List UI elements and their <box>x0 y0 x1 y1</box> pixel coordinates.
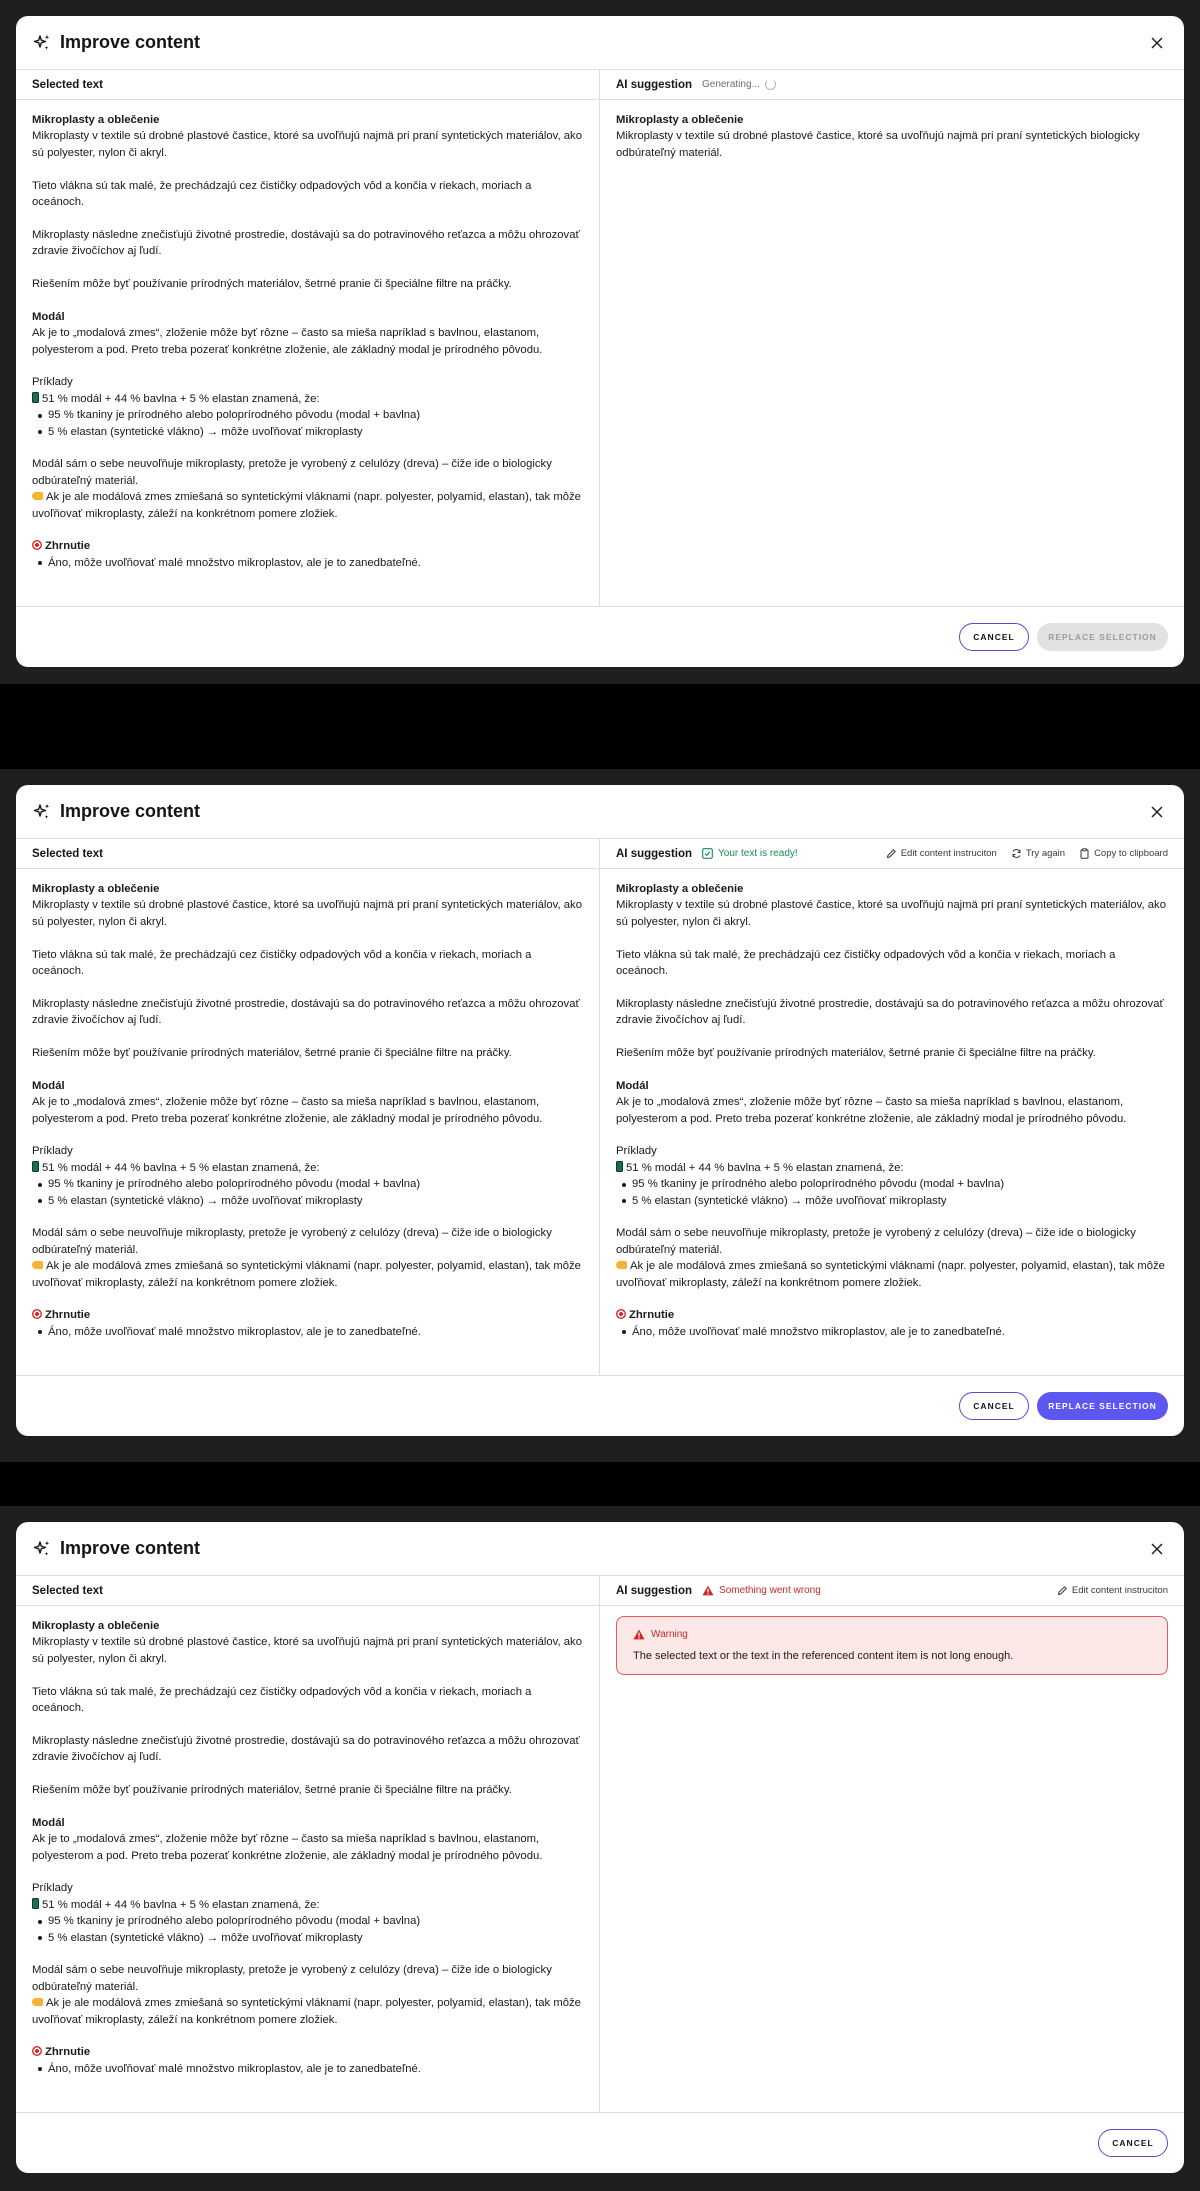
close-icon <box>1150 36 1164 50</box>
bullet-list <box>32 1176 583 1209</box>
close-icon <box>1150 1542 1164 1556</box>
warning-title: Warning <box>651 1629 688 1640</box>
bullet-list <box>32 1324 583 1340</box>
heading: Mikroplasty a oblečenie <box>32 1620 160 1632</box>
improve-content-modal-ready <box>16 785 1184 1436</box>
ai-suggestion-column <box>600 839 1184 1375</box>
paragraph: Ak je ale modálová zmes zmiešaná so syntetickými vláknami (napr. polyester, polyamid, elastan), tak môže uvoľňovať mikroplasty, záleží na konkrétnom pomere zložiek. <box>32 1260 581 1289</box>
bullet-list <box>32 1913 583 1946</box>
paragraph: Ak je ale modálová zmes zmiešaná so syntetickými vláknami (napr. polyester, polyamid, elastan), tak môže uvoľňovať mikroplasty, záleží na konkrétnom pomere zložiek. <box>616 1260 1165 1289</box>
heading: Mikroplasty a oblečenie <box>616 114 744 126</box>
modal-header <box>16 785 1184 839</box>
heading: Zhrnutie <box>45 2046 91 2059</box>
paragraph: Modál sám o sebe neuvoľňuje mikroplasty, pretože je vyrobený z celulózy (dreva) – čiže ide o biologicky odbúrateľný materiál. <box>32 1227 552 1256</box>
paragraph: Mikroplasty následne znečisťujú životné prostredie, dostávajú sa do potravinového reťazca a môžu ohrozovať zdravie živočíchov aj ľudí. <box>32 997 580 1027</box>
paragraph: Mikroplasty v textile sú drobné plastové častice, ktoré sa uvoľňujú najmä pri praní syntetických biologicky odbúrateľný materiál. <box>616 130 1140 159</box>
cancel-button[interactable]: CANCEL <box>959 623 1029 651</box>
paragraph: Riešením môže byť používanie prírodných materiálov, šetrné pranie či špeciálne filtre na práčky. <box>32 1047 512 1060</box>
ai-suggestion-column <box>600 1576 1184 2112</box>
pointing-hand-emoji-icon <box>32 1261 43 1269</box>
modal-header <box>16 1522 1184 1576</box>
bullet-list <box>32 407 583 440</box>
bullet-list <box>32 2061 583 2077</box>
heading: Mikroplasty a oblečenie <box>616 883 744 895</box>
pencil-icon <box>1057 1585 1068 1596</box>
heading: Modál <box>32 1816 65 1829</box>
list-item: 95 % tkaniny je prírodného alebo poloprírodného pôvodu (modal + bavlna) <box>616 1176 1168 1192</box>
paragraph: Mikroplasty v textile sú drobné plastové častice, ktoré sa uvoľňujú najmä pri praní syntetických materiálov, ako sú polyester, nylon či akryl. <box>32 130 582 159</box>
paragraph: 51 % modál + 44 % bavlna + 5 % elastan znamená, že: <box>42 1898 320 1911</box>
modal-footer <box>16 606 1184 666</box>
close-icon <box>1150 805 1164 819</box>
pencil-icon <box>886 848 897 859</box>
mobile-phone-emoji-icon <box>32 1898 39 1909</box>
column-title: AI suggestion <box>616 78 693 91</box>
paragraph: Tieto vlákna sú tak malé, že prechádzajú cez čističky odpadových vôd a končia v riekach, moriach a oceánoch. <box>32 948 532 978</box>
selected-text-column <box>16 70 600 606</box>
try-again-button[interactable]: Try again <box>1011 848 1065 859</box>
target-emoji-icon <box>32 2046 42 2056</box>
list-item: 5 % elastan (syntetické vlákno) → môže uvoľňovať mikroplasty <box>32 1193 583 1209</box>
paragraph: Ak je to „modalová zmes“, zloženie môže byť rôzne – často sa mieša napríklad s bavlnou, elastanom, polyesterom a pod. Preto treba pozerať konkrétne zloženie, ale základný modal je prírodného pôvodu. <box>32 327 543 356</box>
close-button[interactable] <box>1146 32 1168 54</box>
pointing-hand-emoji-icon <box>32 1998 43 2006</box>
warning-triangle-icon <box>702 1585 714 1596</box>
target-emoji-icon <box>616 1309 626 1319</box>
mobile-phone-emoji-icon <box>32 392 39 403</box>
list-item: Áno, môže uvoľňovať malé množstvo mikroplastov, ale je to zanedbateľné. <box>32 555 583 571</box>
column-title: Selected text <box>32 847 103 860</box>
paragraph: Mikroplasty v textile sú drobné plastové častice, ktoré sa uvoľňujú najmä pri praní syntetických materiálov, ako sú polyester, nylon či akryl. <box>32 899 582 928</box>
paragraph: Príklady <box>616 1145 657 1158</box>
list-item: Áno, môže uvoľňovať malé množstvo mikroplastov, ale je to zanedbateľné. <box>32 1324 583 1340</box>
selected-text-column <box>16 839 600 1375</box>
list-item: 95 % tkaniny je prírodného alebo poloprírodného pôvodu (modal + bavlna) <box>32 407 583 423</box>
check-square-icon <box>702 848 713 859</box>
heading: Zhrnutie <box>45 540 91 553</box>
document-text <box>600 869 1184 1352</box>
heading: Mikroplasty a oblečenie <box>32 114 160 126</box>
paragraph: Riešením môže byť používanie prírodných materiálov, šetrné pranie či špeciálne filtre na práčky. <box>32 278 512 291</box>
document-text <box>16 869 599 1352</box>
modal-title: Improve content <box>60 32 201 52</box>
bullet-list <box>616 1324 1168 1340</box>
warning-message: The selected text or the text in the referenced content item is not long enough. <box>633 1650 1014 1662</box>
paragraph: Príklady <box>32 1145 73 1158</box>
paragraph: Ak je to „modalová zmes“, zloženie môže byť rôzne – často sa mieša napríklad s bavlnou, elastanom, polyesterom a pod. Preto treba pozerať konkrétne zloženie, ale základný modal je prírodného pôvodu. <box>616 1096 1127 1125</box>
paragraph: Riešením môže byť používanie prírodných materiálov, šetrné pranie či špeciálne filtre na práčky. <box>32 1784 512 1797</box>
paragraph: Ak je to „modalová zmes“, zloženie môže byť rôzne – často sa mieša napríklad s bavlnou, elastanom, polyesterom a pod. Preto treba pozerať konkrétne zloženie, ale základný modal je prírodného pôvodu. <box>32 1096 543 1125</box>
mobile-phone-emoji-icon <box>32 1161 39 1172</box>
paragraph: Modál sám o sebe neuvoľňuje mikroplasty, pretože je vyrobený z celulózy (dreva) – čiže ide o biologicky odbúrateľný materiál. <box>32 1964 552 1993</box>
modal-title: Improve content <box>60 801 201 821</box>
paragraph: 51 % modál + 44 % bavlna + 5 % elastan znamená, že: <box>626 1161 904 1174</box>
paragraph: 51 % modál + 44 % bavlna + 5 % elastan znamená, že: <box>42 392 320 405</box>
pointing-hand-emoji-icon <box>616 1261 627 1269</box>
heading: Zhrnutie <box>45 1309 91 1322</box>
bullet-list <box>616 1176 1168 1209</box>
paragraph: Modál sám o sebe neuvoľňuje mikroplasty, pretože je vyrobený z celulózy (dreva) – čiže ide o biologicky odbúrateľný materiál. <box>616 1227 1136 1256</box>
clipboard-icon <box>1079 848 1090 859</box>
target-emoji-icon <box>32 1309 42 1319</box>
paragraph: Mikroplasty následne znečisťujú životné prostredie, dostávajú sa do potravinového reťazca a môžu ohrozovať zdravie živočíchov aj ľudí. <box>32 1734 580 1764</box>
status-generating: Generating... <box>702 79 776 90</box>
paragraph: Riešením môže byť používanie prírodných materiálov, šetrné pranie či špeciálne filtre na práčky. <box>616 1047 1096 1060</box>
paragraph: Mikroplasty následne znečisťujú životné prostredie, dostávajú sa do potravinového reťazca a môžu ohrozovať zdravie živočíchov aj ľudí. <box>616 997 1164 1027</box>
target-emoji-icon <box>32 540 42 550</box>
edit-instruction-button[interactable]: Edit content instruciton <box>886 848 997 859</box>
list-item: Áno, môže uvoľňovať malé množstvo mikroplastov, ale je to zanedbateľné. <box>616 1324 1168 1340</box>
paragraph: Tieto vlákna sú tak malé, že prechádzajú cez čističky odpadových vôd a končia v riekach, moriach a oceánoch. <box>616 948 1116 978</box>
document-text <box>16 1606 599 2089</box>
column-title: AI suggestion <box>616 1584 693 1597</box>
close-button[interactable] <box>1146 801 1168 823</box>
heading: Modál <box>616 1079 649 1092</box>
sparkle-icon <box>32 33 52 53</box>
paragraph: Tieto vlákna sú tak malé, že prechádzajú cez čističky odpadových vôd a končia v riekach, moriach a oceánoch. <box>32 179 532 209</box>
list-item: 5 % elastan (syntetické vlákno) → môže uvoľňovať mikroplasty <box>32 1930 583 1946</box>
list-item: 95 % tkaniny je prírodného alebo poloprírodného pôvodu (modal + bavlna) <box>32 1913 583 1929</box>
edit-instruction-button[interactable]: Edit content instruciton <box>1057 1585 1168 1596</box>
paragraph: Ak je to „modalová zmes“, zloženie môže byť rôzne – často sa mieša napríklad s bavlnou, elastanom, polyesterom a pod. Preto treba pozerať konkrétne zloženie, ale základný modal je prírodného pôvodu. <box>32 1833 543 1862</box>
warning-alert <box>616 1616 1168 1675</box>
warning-triangle-icon <box>633 1629 645 1640</box>
document-text <box>16 100 599 583</box>
paragraph: Ak je ale modálová zmes zmiešaná so syntetickými vláknami (napr. polyester, polyamid, elastan), tak môže uvoľňovať mikroplasty, záleží na konkrétnom pomere zložiek. <box>32 1997 581 2026</box>
paragraph: Tieto vlákna sú tak malé, že prechádzajú cez čističky odpadových vôd a končia v riekach, moriach a oceánoch. <box>32 1685 532 1715</box>
ai-suggestion-column <box>600 70 1184 606</box>
paragraph: Mikroplasty v textile sú drobné plastové častice, ktoré sa uvoľňujú najmä pri praní syntetických materiálov, ako sú polyester, nylon či akryl. <box>616 899 1166 928</box>
modal-footer <box>16 2112 1184 2172</box>
selected-text-column <box>16 1576 600 2112</box>
partial-suggestion <box>600 100 1184 173</box>
paragraph: Modál sám o sebe neuvoľňuje mikroplasty, pretože je vyrobený z celulózy (dreva) – čiže ide o biologicky odbúrateľný materiál. <box>32 458 552 487</box>
heading: Modál <box>32 310 65 323</box>
modal-header <box>16 16 1184 70</box>
modal-title: Improve content <box>60 1538 201 1558</box>
improve-content-modal-error <box>16 1522 1184 2173</box>
cancel-button[interactable]: CANCEL <box>1098 2129 1168 2157</box>
sparkle-icon <box>32 1539 52 1559</box>
column-title: AI suggestion <box>616 847 693 860</box>
refresh-icon <box>1011 848 1022 859</box>
list-item: 5 % elastan (syntetické vlákno) → môže uvoľňovať mikroplasty <box>616 1193 1168 1209</box>
replace-selection-button[interactable]: REPLACE SELECTION <box>1037 1392 1168 1420</box>
heading: Mikroplasty a oblečenie <box>32 883 160 895</box>
list-item: 5 % elastan (syntetické vlákno) → môže uvoľňovať mikroplasty <box>32 424 583 440</box>
pointing-hand-emoji-icon <box>32 492 43 500</box>
paragraph: Príklady <box>32 1882 73 1895</box>
column-title: Selected text <box>32 78 103 91</box>
close-button[interactable] <box>1146 1538 1168 1560</box>
spinner-icon <box>765 79 776 90</box>
heading: Zhrnutie <box>629 1309 675 1322</box>
cancel-button[interactable]: CANCEL <box>959 1392 1029 1420</box>
heading: Modál <box>32 1079 65 1092</box>
sparkle-icon <box>32 802 52 822</box>
bullet-list <box>32 555 583 571</box>
modal-footer <box>16 1375 1184 1435</box>
paragraph: Mikroplasty následne znečisťujú životné prostredie, dostávajú sa do potravinového reťazca a môžu ohrozovať zdravie živočíchov aj ľudí. <box>32 228 580 258</box>
status-ready: Your text is ready! <box>702 848 798 859</box>
status-error: Something went wrong <box>702 1585 821 1596</box>
replace-selection-button[interactable]: REPLACE SELECTION <box>1037 623 1168 651</box>
mobile-phone-emoji-icon <box>616 1161 623 1172</box>
paragraph: Príklady <box>32 376 73 389</box>
paragraph: 51 % modál + 44 % bavlna + 5 % elastan znamená, že: <box>42 1161 320 1174</box>
improve-content-modal-generating <box>16 16 1184 667</box>
paragraph: Ak je ale modálová zmes zmiešaná so syntetickými vláknami (napr. polyester, polyamid, elastan), tak môže uvoľňovať mikroplasty, záleží na konkrétnom pomere zložiek. <box>32 491 581 520</box>
copy-to-clipboard-button[interactable]: Copy to clipboard <box>1079 848 1168 859</box>
list-item: Áno, môže uvoľňovať malé množstvo mikroplastov, ale je to zanedbateľné. <box>32 2061 583 2077</box>
list-item: 95 % tkaniny je prírodného alebo poloprírodného pôvodu (modal + bavlna) <box>32 1176 583 1192</box>
column-title: Selected text <box>32 1584 103 1597</box>
paragraph: Mikroplasty v textile sú drobné plastové častice, ktoré sa uvoľňujú najmä pri praní syntetických materiálov, ako sú polyester, nylon či akryl. <box>32 1636 582 1665</box>
